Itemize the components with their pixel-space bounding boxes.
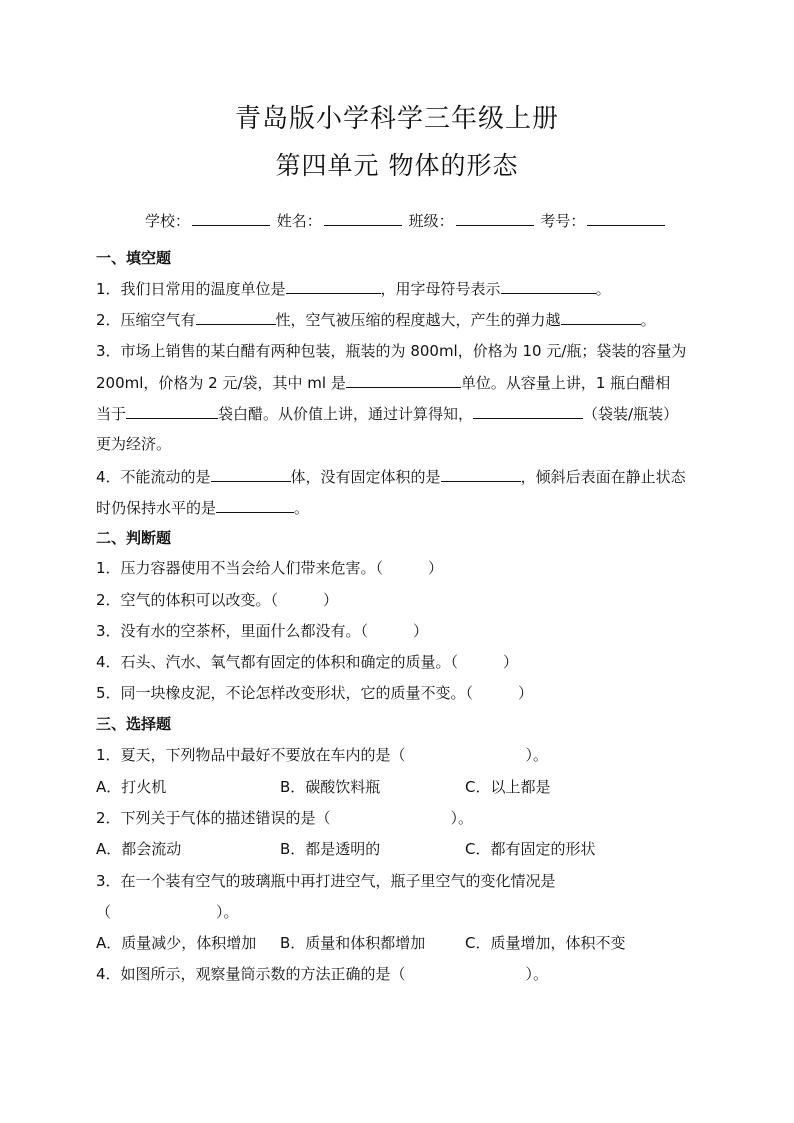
answer-blank[interactable] bbox=[473, 403, 583, 419]
question-1-4-line-1 bbox=[96, 466, 686, 487]
question-1-3-line-4: 更为经济。 bbox=[96, 435, 172, 453]
question-1-4-line-2 bbox=[96, 497, 309, 518]
judge-item-4: 4．石头、汽水、氧气都有固定的体积和确定的质量。（ ） bbox=[96, 653, 519, 671]
answer-blank[interactable] bbox=[286, 278, 381, 294]
choice-option-b[interactable]: B．都是透明的 bbox=[280, 840, 381, 858]
question-text: 。 bbox=[294, 499, 310, 517]
judge-item-3: 3．没有水的空茶杯，里面什么都没有。（ ） bbox=[96, 622, 429, 640]
answer-blank[interactable] bbox=[441, 466, 521, 482]
question-text: ，倾斜后表面在静止状态 bbox=[520, 468, 686, 486]
page-subtitle: 第四单元 物体的形态 bbox=[275, 151, 519, 180]
question-text: 2．压缩空气有 bbox=[96, 311, 196, 329]
answer-blank[interactable] bbox=[216, 497, 294, 513]
question-1-3-line-1: 3．市场上销售的某白醋有两种包装，瓶装的为 800ml，价格为 10 元/瓶；袋装的容量为 bbox=[96, 342, 687, 360]
question-text: 单位。从容量上讲，1 瓶白醋相 bbox=[460, 374, 671, 392]
choice-question-4: 4．如图所示，观察量筒示数的方法正确的是（ ）。 bbox=[96, 965, 549, 983]
choice-option-a[interactable]: A．打火机 bbox=[96, 778, 167, 796]
choice-question-3-bracket: （ ）。 bbox=[96, 903, 239, 921]
question-text: 。 bbox=[595, 280, 611, 298]
question-1-3-line-2 bbox=[96, 372, 670, 393]
answer-blank[interactable] bbox=[501, 278, 596, 294]
judge-item-1: 1．压力容器使用不当会给人们带来危害。（ ） bbox=[96, 559, 444, 577]
choice-question-2: 2．下列关于气体的描述错误的是（ ）。 bbox=[96, 809, 474, 827]
page-title: 青岛版小学科学三年级上册 bbox=[234, 104, 559, 134]
class-label: 班级： bbox=[408, 212, 454, 230]
choice-option-c[interactable]: C．质量增加，体积不变 bbox=[465, 934, 626, 952]
answer-blank[interactable] bbox=[196, 309, 276, 325]
number-label: 考号： bbox=[540, 212, 586, 230]
choice-option-b[interactable]: B．碳酸饮料瓶 bbox=[280, 778, 381, 796]
school-blank[interactable] bbox=[192, 211, 270, 226]
judge-item-2: 2．空气的体积可以改变。（ ） bbox=[96, 591, 339, 609]
question-text: 1．我们日常用的温度单位是 bbox=[96, 280, 286, 298]
answer-blank[interactable] bbox=[561, 309, 641, 325]
section-heading-fill-blank: 一、填空题 bbox=[96, 249, 172, 267]
question-text: 200ml，价格为 2 元/袋，其中 ml 是 bbox=[96, 374, 346, 392]
question-text: 4．不能流动的是 bbox=[96, 468, 211, 486]
section-heading-multiple-choice: 三、选择题 bbox=[96, 715, 172, 733]
choice-option-b[interactable]: B．质量和体积都增加 bbox=[280, 934, 426, 952]
answer-blank[interactable] bbox=[346, 372, 461, 388]
student-info-row bbox=[145, 210, 667, 231]
question-1-2 bbox=[96, 309, 656, 330]
section-heading-true-false: 二、判断题 bbox=[96, 529, 172, 547]
choice-question-1: 1．夏天，下列物品中最好不要放在车内的是（ ）。 bbox=[96, 746, 549, 764]
question-text: 。 bbox=[640, 311, 656, 329]
question-text: 性，空气被压缩的程度越大，产生的弹力越 bbox=[275, 311, 561, 329]
name-blank[interactable] bbox=[324, 211, 402, 226]
school-label: 学校： bbox=[145, 212, 191, 230]
choice-option-c[interactable]: C．以上都是 bbox=[465, 778, 551, 796]
choice-option-c[interactable]: C．都有固定的形状 bbox=[465, 840, 596, 858]
question-1-3-line-3 bbox=[96, 403, 678, 424]
choice-option-a[interactable]: A．都会流动 bbox=[96, 840, 182, 858]
answer-blank[interactable] bbox=[126, 403, 218, 419]
answer-blank[interactable] bbox=[211, 466, 291, 482]
choice-option-a[interactable]: A．质量减少，体积增加 bbox=[96, 934, 257, 952]
question-text: （袋装/瓶装） bbox=[583, 405, 679, 423]
name-label: 姓名： bbox=[276, 212, 322, 230]
question-1-1 bbox=[96, 278, 611, 299]
question-text: 时仍保持水平的是 bbox=[96, 499, 217, 517]
class-blank[interactable] bbox=[456, 211, 534, 226]
choice-question-3: 3．在一个装有空气的玻璃瓶中再打进空气，瓶子里空气的变化情况是 bbox=[96, 872, 556, 890]
question-text: 体，没有固定体积的是 bbox=[290, 468, 441, 486]
number-blank[interactable] bbox=[587, 211, 665, 226]
question-text: 当于 bbox=[96, 405, 127, 423]
question-text: 袋白醋。从价值上讲，通过计算得知， bbox=[218, 405, 474, 423]
question-text: ，用字母符号表示 bbox=[380, 280, 501, 298]
judge-item-5: 5．同一块橡皮泥，不论怎样改变形状，它的质量不变。（ ） bbox=[96, 684, 534, 702]
